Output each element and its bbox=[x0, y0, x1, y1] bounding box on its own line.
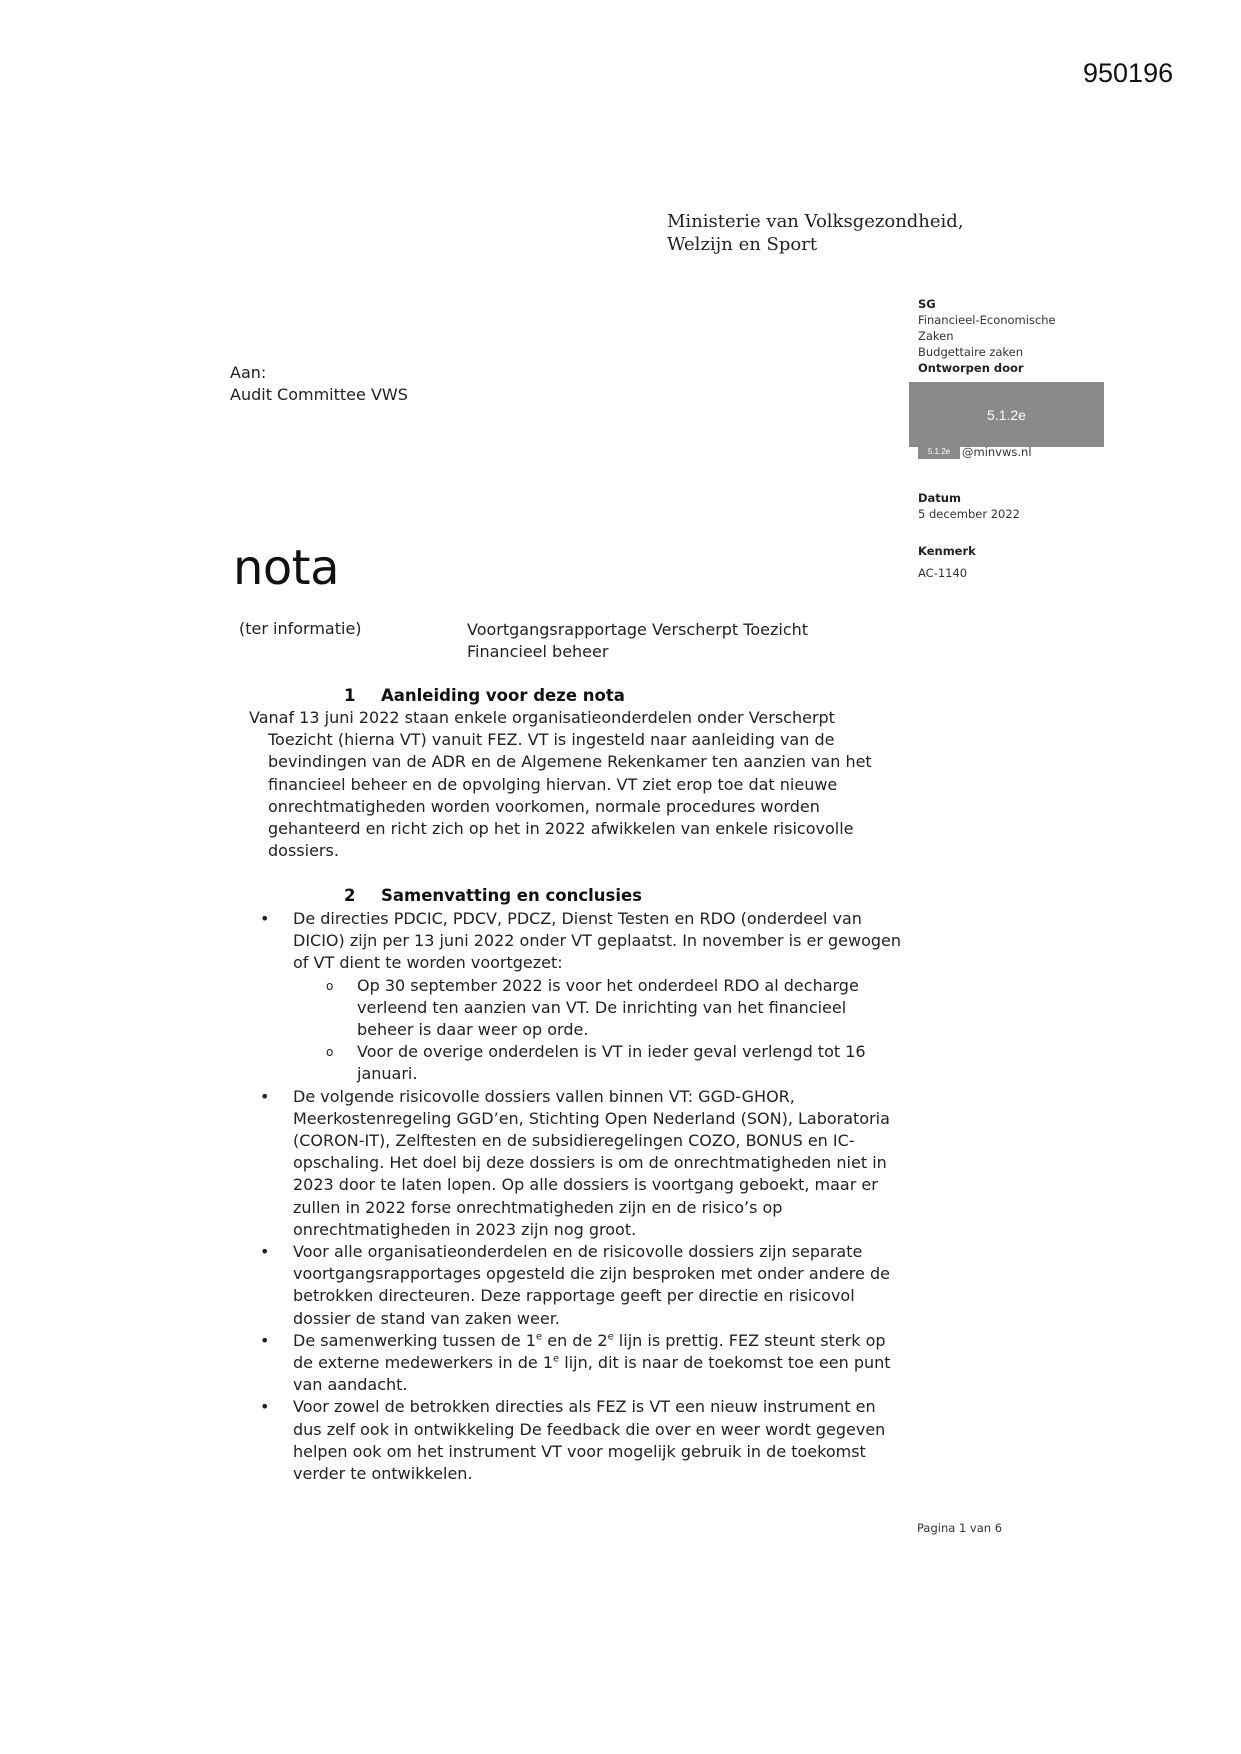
sub-list-item bbox=[293, 975, 905, 1042]
recipient-label: Aan: bbox=[230, 363, 267, 382]
document-number: 950196 bbox=[1083, 58, 1174, 88]
page-number: Pagina 1 van 6 bbox=[917, 1521, 1003, 1535]
org-line: Financieel-Economische bbox=[918, 313, 1056, 327]
org-line: Zaken bbox=[918, 329, 954, 343]
list-item-text-a: De samenwerking tussen de 1 bbox=[293, 1330, 536, 1350]
ministry-line-1: Ministerie van Volksgezondheid, bbox=[667, 211, 964, 232]
sub-list-item bbox=[293, 1041, 905, 1085]
list-item-text: De directies PDCIC, PDCV, PDCZ, Dienst Testen en RDO (onderdeel van DICIO) zijn per 13 juni 2022 onder VT geplaatst. In november is er gewogen of VT dient te worden voortgezet: bbox=[293, 909, 902, 973]
section-number: 2 bbox=[344, 886, 356, 905]
subject-line-2: Financieel beheer bbox=[467, 642, 609, 661]
redacted-email-user: 5.1.2e bbox=[918, 445, 960, 459]
subject-block bbox=[467, 619, 808, 663]
list-item-text: Voor zowel de betrokken directies als FEZ is VT een nieuw instrument en dus zelf ook in ontwikkeling De feedback die over en weer wordt gegeven helpen ook om het instrument VT voor mogelijk gebruik in de toekomst verder te ontwikkelen. bbox=[293, 1397, 886, 1484]
paragraph-first-line: Vanaf 13 juni 2022 staan enkele organisatieonderdelen onder Verscherpt bbox=[249, 708, 835, 727]
list-item-text-b: en de 2 bbox=[542, 1330, 608, 1350]
sidebar-organisation bbox=[918, 296, 1056, 376]
recipient-block bbox=[230, 362, 408, 406]
list-item-text: Voor alle organisatieonderdelen en de risicovolle dossiers zijn separate voortgangsrapportages opgesteld die zijn besproken met onder andere de betrokken directeuren. Deze rapportage geeft per directie en risicovol dossier de stand van zaken weer. bbox=[293, 1242, 890, 1328]
document-title: nota bbox=[233, 540, 340, 596]
section-title: Aanleiding voor deze nota bbox=[381, 686, 625, 705]
section-1-paragraph bbox=[249, 707, 899, 862]
list-item bbox=[255, 1330, 905, 1397]
date-value: 5 december 2022 bbox=[918, 507, 1020, 521]
email-domain: @minvws.nl bbox=[962, 445, 1032, 459]
recipient-name: Audit Committee VWS bbox=[230, 385, 408, 404]
list-item bbox=[255, 1396, 905, 1485]
list-item-text: De volgende risicovolle dossiers vallen binnen VT: GGD-GHOR, Meerkostenregeling GGD’en, Stichting Open Nederland (SON), Laboratoria (CORON-IT), Zelftesten en de subsidieregelingen COZO, BONUS en IC-opschaling. Het doel bij deze dossiers is om de onrechtmatigheden niet in 2023 door te laten lopen. Op alle dossiers is voortgang geboekt, maar er zullen in 2022 forse onrechtmatigheden zijn en de risico’s op onrechtmatigheden in 2023 zijn nog groot. bbox=[293, 1086, 890, 1239]
sub-list bbox=[293, 975, 905, 1086]
list-item-text-c: lijn is prettig. FEZ steunt sterk op de externe medewerkers in de 1 bbox=[293, 1330, 886, 1373]
list-item bbox=[255, 1241, 905, 1330]
section-title: Samenvatting en conclusies bbox=[381, 886, 642, 905]
ordinal-suffix: e bbox=[535, 1331, 543, 1343]
kenmerk-label: Kenmerk bbox=[918, 544, 976, 558]
date-label: Datum bbox=[918, 491, 961, 505]
sub-list-item-text: Op 30 september 2022 is voor het onderdeel RDO al decharge verleend ten aanzien van VT. De inrichting van het financieel beheer is daar weer op orde. bbox=[357, 975, 859, 1040]
sub-list-item-text: Voor de overige onderdelen is VT in ieder geval verlengd tot 16 januari. bbox=[357, 1042, 866, 1084]
section-2-heading bbox=[344, 886, 642, 905]
redacted-name-block: 5.1.2e bbox=[909, 382, 1104, 447]
sidebar-date bbox=[918, 490, 1020, 522]
list-item bbox=[255, 1086, 905, 1241]
email-row bbox=[918, 445, 1032, 459]
section-1-heading bbox=[344, 686, 625, 705]
paragraph-rest: Toezicht (hierna VT) vanuit FEZ. VT is ingesteld naar aanleiding van de bevindingen van de ADR en de Algemene Rekenkamer ten aanzien van het financieel beheer en de opvolging hiervan. VT ziet erop toe dat nieuwe onrechtmatigheden worden voorkomen, normale procedures worden gehanteerd en richt zich op het in 2022 afwikkelen van enkele risicovolle dossiers. bbox=[268, 730, 872, 861]
org-line: Budgettaire zaken bbox=[918, 345, 1024, 359]
ordinal-suffix: e bbox=[553, 1353, 560, 1365]
kenmerk-value: AC-1140 bbox=[918, 566, 968, 580]
subject-line-1: Voortgangsrapportage Verscherpt Toezicht bbox=[467, 620, 809, 639]
org-label: SG bbox=[918, 297, 936, 311]
designed-by-label: Ontworpen door bbox=[918, 361, 1024, 375]
list-item bbox=[255, 908, 905, 1086]
sidebar-kenmerk bbox=[918, 543, 976, 581]
ministry-logo-text bbox=[667, 210, 964, 256]
note-type: (ter informatie) bbox=[239, 619, 362, 638]
conclusions-list bbox=[255, 908, 905, 1485]
ordinal-suffix: e bbox=[607, 1331, 614, 1343]
list-item-text-d: lijn, dit is naar de toekomst toe een punt van aandacht. bbox=[293, 1353, 891, 1395]
ministry-line-2: Welzijn en Sport bbox=[667, 234, 818, 255]
section-number: 1 bbox=[344, 686, 356, 705]
